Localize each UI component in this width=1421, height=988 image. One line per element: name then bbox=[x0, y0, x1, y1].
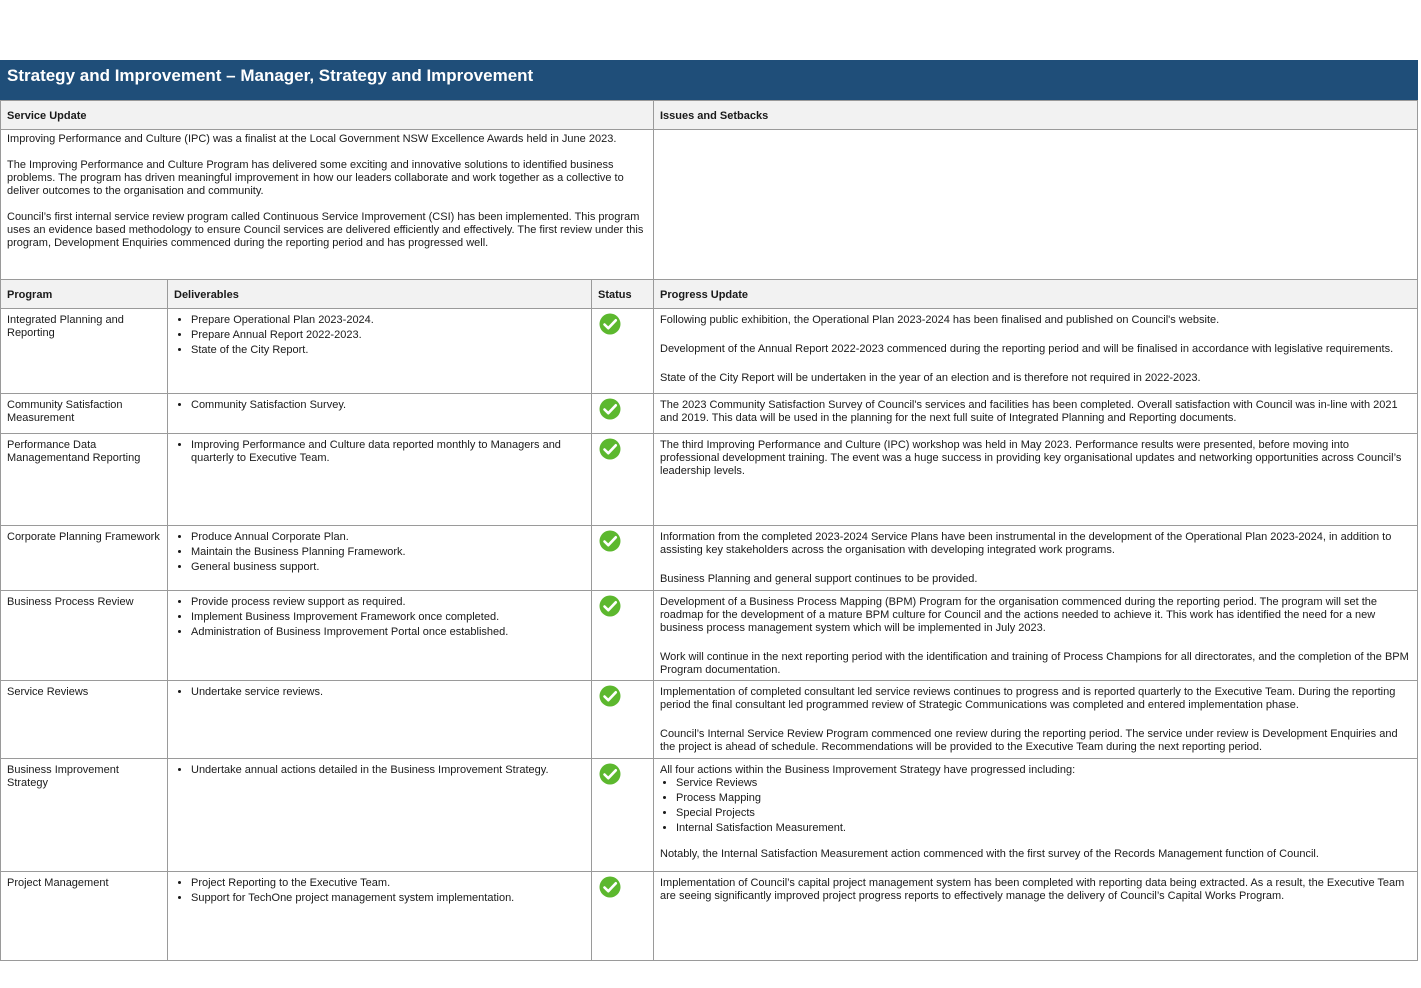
deliverable-item: • State of the City Report. bbox=[191, 344, 585, 357]
progress-update-paragraph: Council’s Internal Service Review Program commenced one review during the reporting period. The service under review is Development Enquiries and the project is ahead of schedule. Recommendations will be provided to the Executive Team during the next reporting period. bbox=[660, 728, 1398, 753]
check-circle-icon bbox=[599, 530, 621, 552]
progress-update-list-item: • Process Mapping bbox=[676, 792, 1411, 805]
progress-update-list-item: • Special Projects bbox=[676, 807, 1411, 820]
service-update-paragraph: The Improving Performance and Culture Program has delivered some exciting and innovative solutions to identified business problems. The program has driven meaningful improvement in how our leaders collaborate and work together as a collective to deliver outcomes to the organisation and community. bbox=[7, 159, 624, 197]
program-row bbox=[1, 434, 1418, 526]
progress-update-cell bbox=[654, 309, 1418, 394]
deliverables-cell bbox=[168, 591, 592, 681]
deliverable-item: • Prepare Operational Plan 2023-2024. bbox=[191, 314, 585, 327]
progress-update-cell bbox=[654, 872, 1418, 961]
check-circle-icon bbox=[599, 876, 621, 898]
deliverables-list bbox=[174, 531, 585, 574]
program-name: Business Improvement Strategy bbox=[1, 759, 168, 872]
progress-update-cell bbox=[654, 591, 1418, 681]
progress-update-paragraph: Development of the Annual Report 2022-2023 commenced during the reporting period and will be finalised in accordance with legislative requirements. bbox=[660, 343, 1394, 355]
deliverable-item: • Produce Annual Corporate Plan. bbox=[191, 531, 585, 544]
check-circle-icon bbox=[599, 438, 621, 460]
issues-heading: Issues and Setbacks bbox=[654, 101, 1418, 130]
progress-update-paragraph: Notably, the Internal Satisfaction Measurement action commenced with the first survey of the Records Management function of Council. bbox=[660, 848, 1319, 860]
deliverables-cell bbox=[168, 681, 592, 759]
program-row bbox=[1, 759, 1418, 872]
deliverables-list bbox=[174, 596, 585, 639]
col-header-deliverables: Deliverables bbox=[168, 280, 592, 309]
program-header-row bbox=[1, 280, 1418, 309]
deliverables-list bbox=[174, 877, 585, 905]
deliverables-cell bbox=[168, 434, 592, 526]
issues-body bbox=[654, 130, 1418, 280]
status-cell bbox=[592, 526, 654, 591]
program-name: Integrated Planning and Reporting bbox=[1, 309, 168, 394]
service-update-body bbox=[1, 130, 654, 280]
deliverable-item: • Provide process review support as required. bbox=[191, 596, 585, 609]
report-page bbox=[0, 60, 1418, 961]
progress-update-cell bbox=[654, 681, 1418, 759]
deliverables-cell bbox=[168, 394, 592, 434]
progress-update-paragraph: Following public exhibition, the Operational Plan 2023-2024 has been finalised and published on Council's website. bbox=[660, 314, 1220, 326]
status-cell bbox=[592, 591, 654, 681]
progress-update-paragraph: Information from the completed 2023-2024 Service Plans have been instrumental in the development of the Operational Plan 2023-2024, in addition to assisting key stakeholders across the organisation with developing integrated work programs. bbox=[660, 531, 1392, 556]
section-title: Strategy and Improvement – Manager, Strategy and Improvement bbox=[7, 66, 534, 85]
deliverable-item: • General business support. bbox=[191, 561, 585, 574]
program-name: Community Satisfaction Measurement bbox=[1, 394, 168, 434]
check-circle-icon bbox=[599, 595, 621, 617]
program-name: Business Process Review bbox=[1, 591, 168, 681]
progress-update-paragraph: Implementation of completed consultant led service reviews continues to progress and is reported quarterly to the Executive Team. During the reporting period the final consultant led programmed review of Strategic Communications was completed and entered implementation phase. bbox=[660, 686, 1396, 711]
deliverables-list bbox=[174, 439, 585, 465]
check-circle-icon bbox=[599, 763, 621, 785]
program-name: Corporate Planning Framework bbox=[1, 526, 168, 591]
progress-update-list-item: • Internal Satisfaction Measurement. bbox=[676, 822, 1411, 835]
program-name: Project Management bbox=[1, 872, 168, 961]
status-cell bbox=[592, 309, 654, 394]
deliverable-item: • Project Reporting to the Executive Team. bbox=[191, 877, 585, 890]
service-update-header-row bbox=[1, 101, 1418, 130]
check-circle-icon bbox=[599, 685, 621, 707]
service-update-heading: Service Update bbox=[1, 101, 654, 130]
progress-update-list bbox=[660, 777, 1411, 835]
progress-update-list-item: • Service Reviews bbox=[676, 777, 1411, 790]
progress-update-intro: All four actions within the Business Improvement Strategy have progressed including: bbox=[660, 764, 1076, 776]
col-header-program: Program bbox=[1, 280, 168, 309]
col-header-progress: Progress Update bbox=[654, 280, 1418, 309]
status-cell bbox=[592, 872, 654, 961]
strategy-table bbox=[0, 100, 1418, 961]
deliverables-list bbox=[174, 399, 585, 412]
deliverable-item: • Maintain the Business Planning Framework. bbox=[191, 546, 585, 559]
program-row bbox=[1, 309, 1418, 394]
col-header-status: Status bbox=[592, 280, 654, 309]
progress-update-cell bbox=[654, 526, 1418, 591]
deliverables-cell bbox=[168, 526, 592, 591]
service-update-paragraph: Improving Performance and Culture (IPC) was a finalist at the Local Government NSW Excellence Awards held in June 2023. bbox=[7, 133, 617, 145]
deliverable-item: • Community Satisfaction Survey. bbox=[191, 399, 585, 412]
program-row bbox=[1, 591, 1418, 681]
status-cell bbox=[592, 394, 654, 434]
deliverable-item: • Prepare Annual Report 2022-2023. bbox=[191, 329, 585, 342]
deliverables-cell bbox=[168, 759, 592, 872]
program-row bbox=[1, 394, 1418, 434]
deliverables-cell bbox=[168, 309, 592, 394]
program-row bbox=[1, 872, 1418, 961]
deliverables-list bbox=[174, 764, 585, 777]
progress-update-paragraph: Work will continue in the next reporting period with the identification and training of Process Champions for all directorates, and the completion of the BPM Program documentation. bbox=[660, 651, 1409, 676]
progress-update-cell bbox=[654, 434, 1418, 526]
status-cell bbox=[592, 434, 654, 526]
deliverables-list bbox=[174, 314, 585, 357]
status-cell bbox=[592, 681, 654, 759]
deliverable-item: • Implement Business Improvement Framework once completed. bbox=[191, 611, 585, 624]
progress-update-paragraph: The 2023 Community Satisfaction Survey of Council's services and facilities has been completed. Overall satisfaction with Council was in-line with 2021 and 2019. This data will be used in the planning for the next full suite of Integrated Planning and Reporting documents. bbox=[660, 399, 1398, 424]
program-name: Performance Data Managementand Reporting bbox=[1, 434, 168, 526]
program-row bbox=[1, 681, 1418, 759]
progress-update-cell bbox=[654, 394, 1418, 434]
progress-update-paragraph: Business Planning and general support continues to be provided. bbox=[660, 573, 978, 585]
deliverable-item: • Administration of Business Improvement Portal once established. bbox=[191, 626, 585, 639]
deliverables-list bbox=[174, 686, 585, 699]
progress-update-paragraph: The third Improving Performance and Culture (IPC) workshop was held in May 2023. Performance results were presented, before moving into professional development training. The event was a huge success in providing key organisational updates and networking opportunities across Council’s leadership levels. bbox=[660, 439, 1402, 477]
program-name: Service Reviews bbox=[1, 681, 168, 759]
deliverable-item: • Undertake service reviews. bbox=[191, 686, 585, 699]
section-title-bar bbox=[0, 60, 1418, 100]
progress-update-paragraph: State of the City Report will be undertaken in the year of an election and is therefore not required in 2022-2023. bbox=[660, 372, 1201, 384]
deliverable-item: • Undertake annual actions detailed in the Business Improvement Strategy. bbox=[191, 764, 585, 777]
service-update-row bbox=[1, 130, 1418, 280]
status-cell bbox=[592, 759, 654, 872]
progress-update-paragraph: Implementation of Council’s capital project management system has been completed with reporting data being extracted. As a result, the Executive Team are seeing significantly improved project progress reports to effectively manage the delivery of Council’s Capital Works Program. bbox=[660, 877, 1405, 902]
program-rows bbox=[1, 309, 1418, 961]
deliverables-cell bbox=[168, 872, 592, 961]
program-row bbox=[1, 526, 1418, 591]
check-circle-icon bbox=[599, 398, 621, 420]
progress-update-paragraph: Development of a Business Process Mapping (BPM) Program for the organisation commenced during the reporting period. The program will set the roadmap for the development of a mature BPM culture for Council and the actions needed to achieve it. This work has identified the need for a new business process management system which will be implemented in July 2023. bbox=[660, 596, 1377, 634]
deliverable-item: • Support for TechOne project management system implementation. bbox=[191, 892, 585, 905]
service-update-paragraph: Council’s first internal service review program called Continuous Service Improvement (CSI) has been implemented. This program uses an evidence based methodology to ensure Council services are delivered efficiently and effectively. The first review under this program, Development Enquiries commenced during the reporting period and has progressed well. bbox=[7, 211, 644, 249]
progress-update-cell bbox=[654, 759, 1418, 872]
check-circle-icon bbox=[599, 313, 621, 335]
deliverable-item: • Improving Performance and Culture data reported monthly to Managers and quarterly to Executive Team. bbox=[191, 439, 585, 465]
